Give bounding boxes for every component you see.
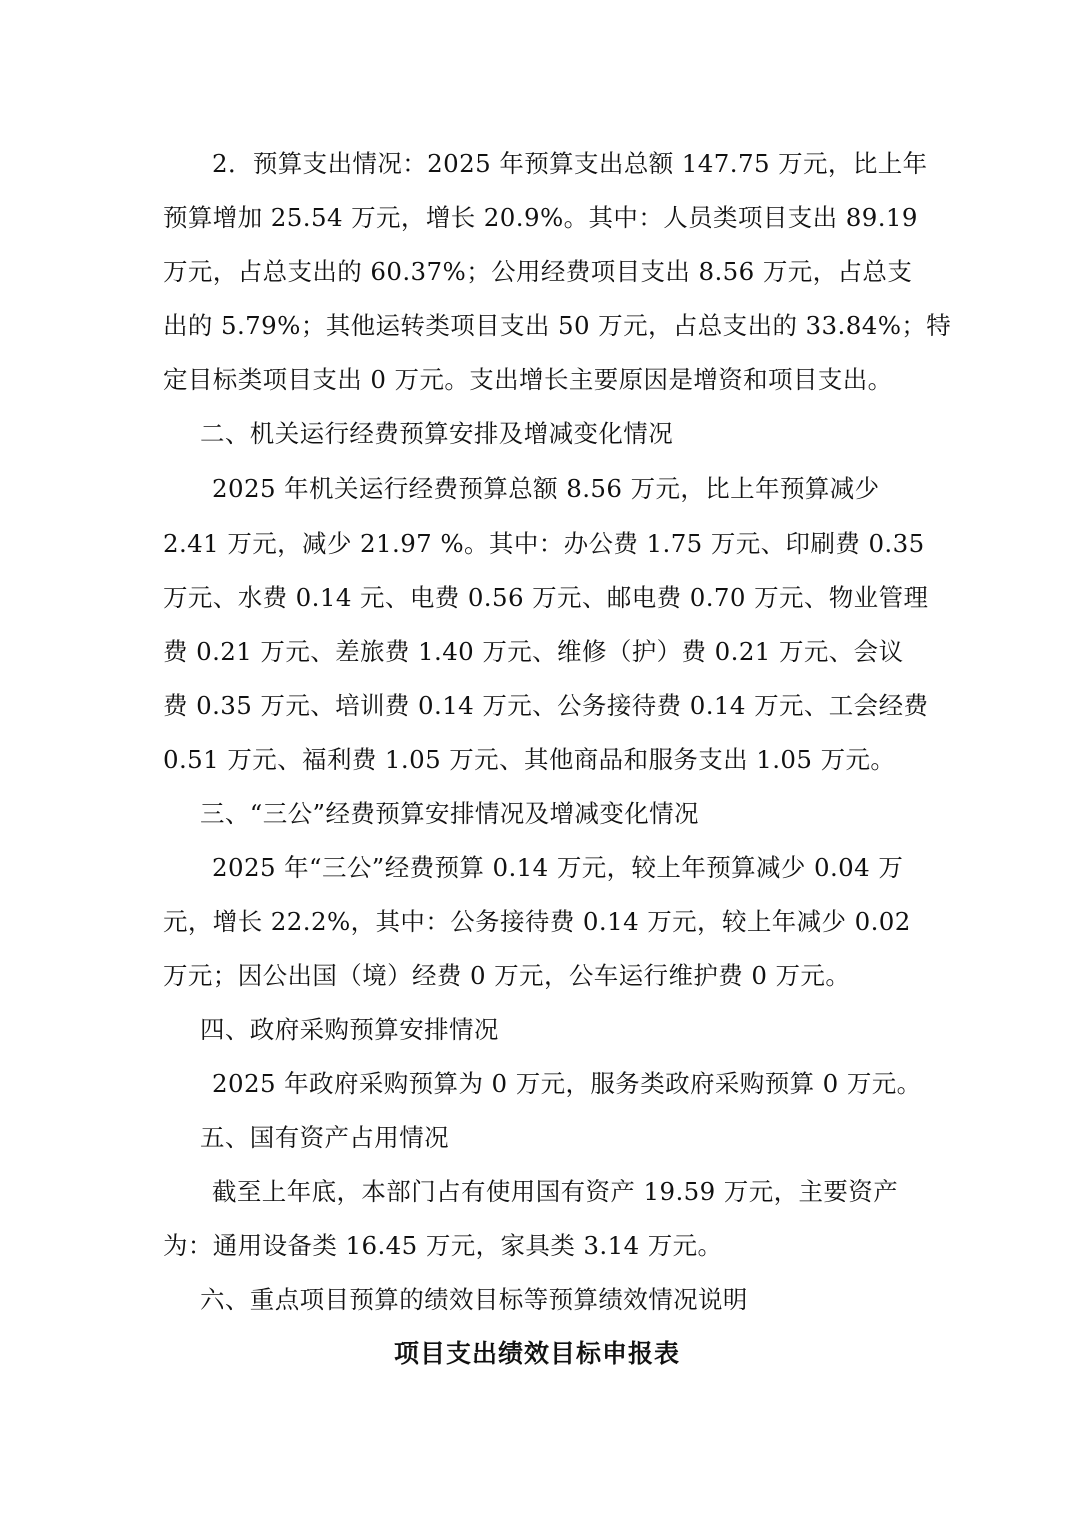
- paragraph-line: 定目标类项目支出 0 万元。支出增长主要原因是增资和项目支出。: [163, 365, 893, 394]
- paragraph-line: 为：通用设备类 16.45 万元，家具类 3.14 万元。: [163, 1231, 723, 1260]
- paragraph-line: 0.51 万元、福利费 1.05 万元、其他商品和服务支出 1.05 万元。: [163, 745, 896, 774]
- paragraph-line: 万元；因公出国（境）经费 0 万元，公车运行维护费 0 万元。: [163, 961, 851, 990]
- paragraph-line: 费 0.21 万元、差旅费 1.40 万元、维修（护）费 0.21 万元、会议: [163, 637, 904, 666]
- section-heading: 三、“三公”经费预算安排情况及增减变化情况: [200, 799, 699, 828]
- paragraph-line: 2.41 万元，减少 21.97 %。其中：办公费 1.75 万元、印刷费 0.35: [163, 529, 925, 558]
- section-heading: 四、政府采购预算安排情况: [200, 1015, 499, 1044]
- paragraph-line: 2．预算支出情况：2025 年预算支出总额 147.75 万元，比上年: [212, 149, 928, 178]
- paragraph-line: 费 0.35 万元、培训费 0.14 万元、公务接待费 0.14 万元、工会经费: [163, 691, 929, 720]
- paragraph-line: 万元、水费 0.14 元、电费 0.56 万元、邮电费 0.70 万元、物业管理: [163, 583, 929, 612]
- table-title: 项目支出绩效目标申报表: [393, 1339, 680, 1368]
- paragraph-line: 截至上年底，本部门占有使用国有资产 19.59 万元，主要资产: [212, 1177, 899, 1206]
- section-heading: 五、国有资产占用情况: [200, 1123, 449, 1152]
- paragraph-line: 2025 年“三公”经费预算 0.14 万元，较上年预算减少 0.04 万: [212, 853, 904, 882]
- paragraph-line: 预算增加 25.54 万元，增长 20.9%。其中：人员类项目支出 89.19: [163, 203, 918, 232]
- section-heading: 六、重点项目预算的绩效目标等预算绩效情况说明: [200, 1285, 748, 1314]
- section-heading: 二、机关运行经费预算安排及增减变化情况: [200, 419, 674, 448]
- paragraph-line: 元，增长 22.2%，其中：公务接待费 0.14 万元，较上年减少 0.02: [163, 907, 911, 936]
- paragraph-line: 2025 年政府采购预算为 0 万元，服务类政府采购预算 0 万元。: [212, 1069, 922, 1098]
- paragraph-line: 出的 5.79%；其他运转类项目支出 50 万元，占总支出的 33.84%；特: [163, 311, 952, 340]
- paragraph-line: 2025 年机关运行经费预算总额 8.56 万元，比上年预算减少: [212, 474, 880, 503]
- paragraph-line: 万元，占总支出的 60.37%；公用经费项目支出 8.56 万元，占总支: [163, 257, 913, 286]
